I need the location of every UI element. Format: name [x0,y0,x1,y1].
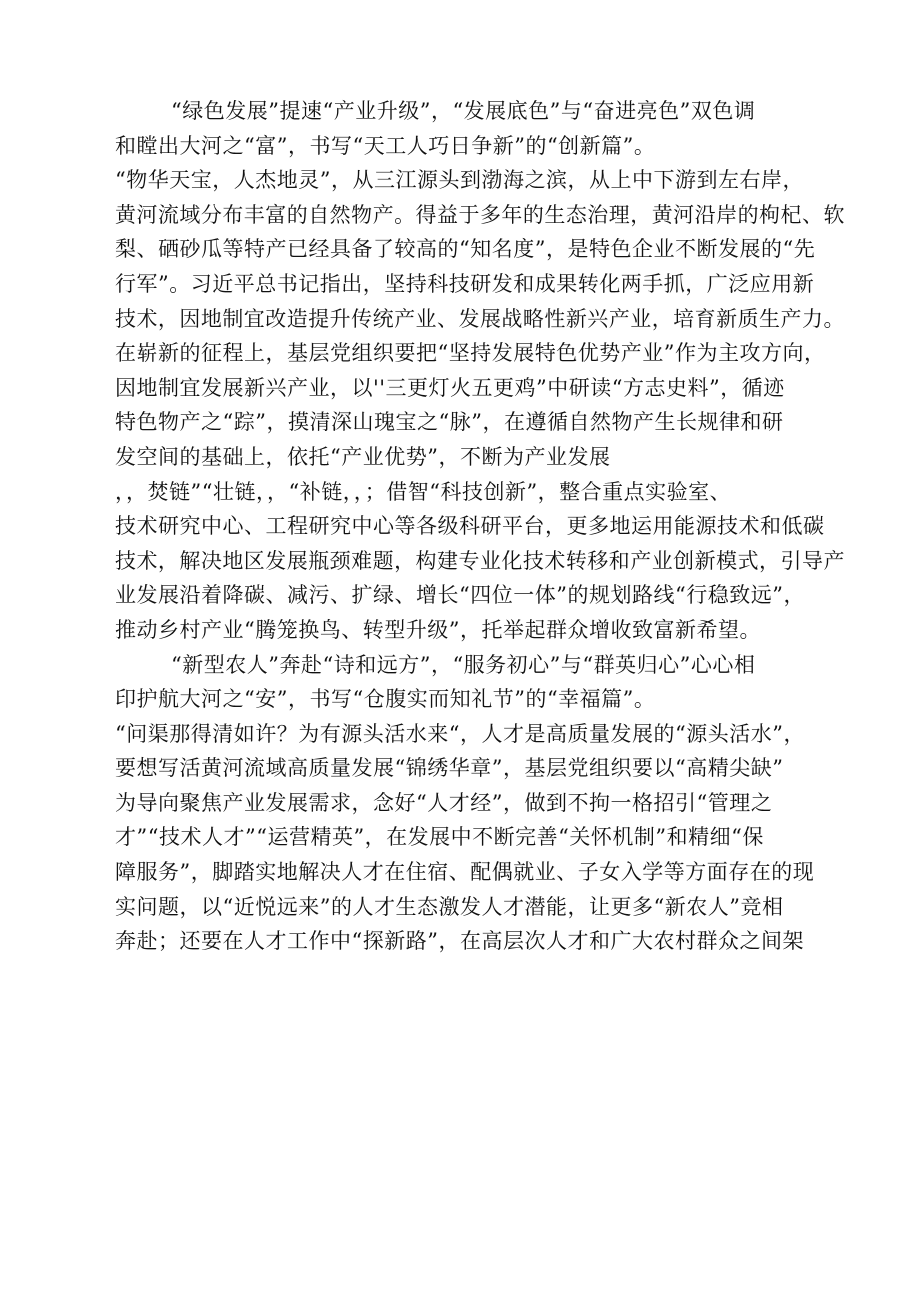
text-line: “问渠那得清如许？为有源头活水来“，人才是高质量发展的“源头活水”， [115,721,805,746]
text-line: “物华天宝，人杰地灵”，从三江源头到渤海之滨，从上中下游到左右岸， [115,168,804,193]
text-line: 技术，因地制宜改造提升传统产业、发展战略性新兴产业，培育新质生产力。 [115,306,845,331]
text-line: “新型农人”奔赴“诗和远方”，“服务初心”与“群英归心”心心相 [171,652,756,677]
text-line: “绿色发展”提速“产业升级”，“发展底色”与“奋进亮色”双色调 [171,99,756,123]
text-line: 为导向聚焦产业发展需求，念好“人才经”，做到不拘一格招引“管理之 [115,790,773,815]
text-line: 技术研究中心、工程研究中心等各级科研平台，更多地运用能源技术和低碳 [115,514,825,539]
text-line: 障服务”，脚踏实地解决人才在住宿、配偶就业、子女入学等方面存在的现 [115,860,815,885]
text-line: 印护航大河之“安”，书写“仓腹实而知礼节”的“幸福篇”。 [115,687,656,712]
text-line: 行军”。习近平总书记指出，坚持科技研发和成果转化两手抓，广泛应用新 [115,271,815,296]
text-line: 技术，解决地区发展瓶颈难题，构建专业化技术转移和产业创新模式，引导产 [115,548,845,573]
text-line: 推动乡村产业“腾笼换鸟、转型升级”，托举起群众增收致富新希望。 [115,617,761,642]
text-line: 梨、硒砂瓜等特产已经具备了较高的“知名度”，是特色企业不断发展的“先 [115,237,816,262]
text-line: 奔赴；还要在人才工作中“探新路”，在高层次人才和广大农村群众之间架 [115,929,804,954]
text-line: 业发展沿着降碳、减污、扩绿、增长“四位一体”的规划路线“行稳致远”， [115,583,805,608]
text-line: 要想写活黄河流域高质量发展“锦绣华章”，基层党组织要以“高精尖缺” [115,756,784,781]
body-text [115,94,845,959]
text-line: 实问题，以“近悦远来”的人才生态激发人才潜能，让更多“新农人”竞相 [115,894,784,919]
text-line: 和瞠出大河之“富”，书写“天工人巧日争新”的“创新篇”。 [115,133,656,158]
text-line: 才”“技术人才”“运营精英”，在发展中不断完善“关怀机制”和精细“保 [115,825,764,850]
text-line: ，，焚链”“壮链，，“补链，，；借智“科技创新”，整合重点实验室、 [115,479,732,504]
text-line: 发空间的基础上，依托“产业优势”，不断为产业发展 [115,444,611,469]
text-line: 因地制宜发展新兴产业，以''三更灯火五更鸡”中研读“方志史料”，循迹 [115,375,785,400]
text-line: 在崭新的征程上，基层党组织要把“坚持发展特色优势产业”作为主攻方向， [115,341,826,366]
text-line: 黄河流域分布丰富的自然物产。得益于多年的生态治理，黄河沿岸的枸杞、软 [115,202,845,227]
text-line: 特色物产之“踪”，摸清深山瑰宝之“脉”，在遵循自然物产生长规律和研 [115,410,784,435]
